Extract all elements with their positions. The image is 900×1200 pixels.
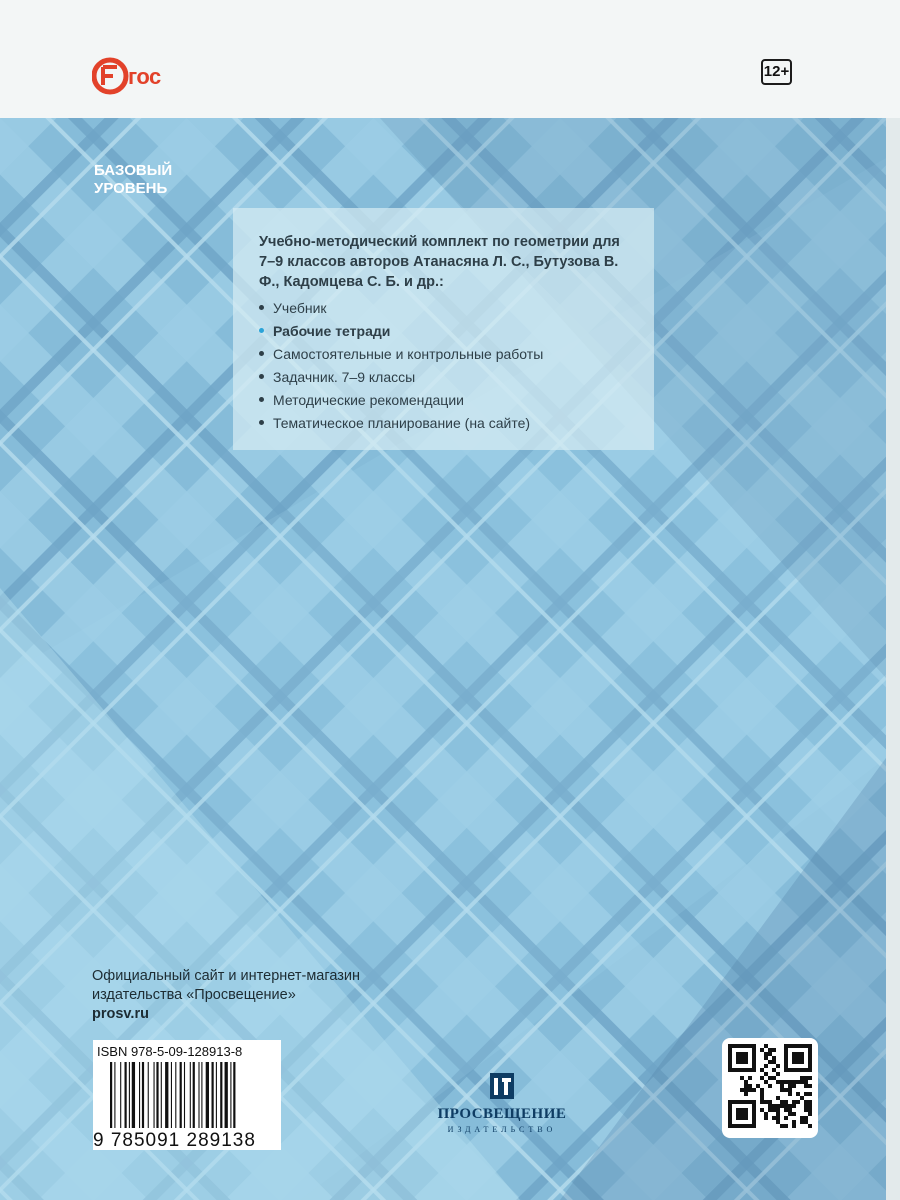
bullet-icon — [259, 374, 264, 379]
kit-item-label: Задачник. 7–9 классы — [273, 369, 416, 385]
kit-item-planning — [259, 412, 636, 434]
kit-info-box — [233, 208, 654, 450]
barcode-icon — [110, 1062, 272, 1130]
bullet-icon — [259, 420, 264, 425]
level-line-1: БАЗОВЫЙ — [94, 162, 173, 179]
barcode-number: 9 785091 289138 — [93, 1130, 256, 1151]
kit-item-label: Учебник — [273, 300, 327, 316]
kit-heading: Учебно-методический комплект по геометрии для 7–9 классов авторов Атанасяна Л. С., Бутузова В. Ф., Кадомцева С. Б. и др.: — [259, 234, 620, 290]
kit-item-label: Самостоятельные и контрольные работы — [273, 346, 544, 362]
bullet-icon — [259, 328, 264, 333]
kit-list — [259, 297, 636, 434]
publisher-name: ПРОСВЕЩЕНИЕ — [437, 1106, 567, 1122]
site-url-link[interactable]: prosv.ru — [92, 1006, 149, 1022]
kit-item-methodology — [259, 389, 636, 411]
kit-item-textbook — [259, 297, 636, 319]
bullet-icon — [259, 305, 264, 310]
right-edge-strip — [886, 118, 900, 1200]
bullet-icon — [259, 397, 264, 402]
kit-item-label: Тематическое планирование (на сайте) — [273, 415, 531, 431]
kit-item-tests — [259, 343, 636, 365]
age-rating-badge: 12+ — [761, 59, 792, 85]
site-line-2: издательства «Просвещение» — [92, 987, 296, 1003]
kit-item-label: Методические рекомендации — [273, 392, 464, 408]
publisher-logo-icon — [489, 1070, 515, 1100]
site-line-1: Официальный сайт и интернет-магазин — [92, 968, 360, 984]
bullet-icon — [259, 351, 264, 356]
level-label — [94, 162, 172, 198]
qr-code-icon[interactable] — [728, 1044, 812, 1132]
kit-item-workbooks — [259, 320, 636, 342]
isbn-label: ISBN 978-5-09-128913-8 — [97, 1044, 243, 1059]
logo-text: гос — [128, 64, 161, 89]
level-line-2: УРОВЕНЬ — [94, 180, 168, 197]
kit-item-problem-book — [259, 366, 636, 388]
kit-item-label: Рабочие тетради — [273, 323, 391, 339]
publisher-subtitle: ИЗДАТЕЛЬСТВО — [447, 1125, 557, 1134]
publisher-site-info — [92, 967, 360, 1024]
